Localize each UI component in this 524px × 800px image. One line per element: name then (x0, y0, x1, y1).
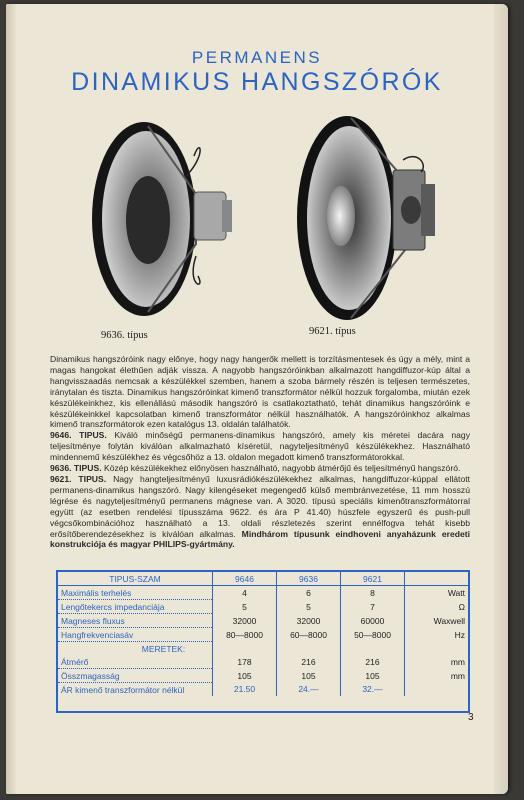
cell-value: 216 (277, 655, 341, 669)
figure-caption-9636: 9636. típus (101, 330, 148, 341)
price-label: ÁR kimenő transzformátor nélkül (61, 684, 185, 695)
cell-unit: Hz (405, 628, 469, 642)
type-9621-paragraph (50, 474, 470, 550)
table-row (58, 614, 468, 628)
header-type-number: TIPUS-SZAM (58, 572, 213, 586)
cell-value: 178 (213, 655, 277, 669)
empty-cell (277, 642, 341, 656)
cell-value: 80—8000 (213, 628, 277, 642)
header-9636: 9636 (277, 572, 341, 586)
section-row (58, 642, 468, 656)
table-row (58, 655, 468, 669)
section-label-dimensions: MERETEK: (141, 643, 186, 654)
type-9621-heading: 9621. TIPUS. (50, 473, 107, 484)
header-9646: 9646 (213, 572, 277, 586)
row-label: Hangfrekvenciasáv (58, 628, 213, 642)
cell-value: 105 (341, 669, 405, 683)
cell-value: 50—8000 (341, 628, 405, 642)
description-text (50, 354, 470, 550)
cell-unit: mm (405, 655, 469, 669)
speaker-9621-photo (293, 110, 453, 325)
row-label: Magneses fluxus (58, 614, 213, 628)
cell-value: 6 (277, 586, 341, 600)
header-unit (405, 572, 469, 586)
type-9646-paragraph (50, 430, 470, 463)
page-edge (494, 4, 508, 794)
price-9621: 32.— (341, 683, 405, 697)
table-row (58, 600, 468, 614)
speaker-9636-photo (86, 116, 256, 321)
specification-table (56, 570, 470, 713)
cell-value: 105 (277, 669, 341, 683)
table-header-row (58, 572, 468, 586)
price-9646: 21.50 (213, 683, 277, 697)
type-9636-heading: 9636. TIPUS. (50, 463, 102, 474)
cell-value: 32000 (277, 614, 341, 628)
cell-value: 32000 (213, 614, 277, 628)
table-row (58, 586, 468, 600)
cell-unit: Watt (405, 586, 469, 600)
table-row (58, 628, 468, 642)
type-9636-paragraph (50, 463, 470, 474)
intro-paragraph: Dinamikus hangszóróink nagy előnye, hogy nagy hangerők mellett is torzításmentesek és úgy a mély, mint a magas hangokat élethűen adják vissza. A nagyobb hangszóróinkban alkalmazott hangdiffuzor-kúp által a hangvisszaadás nemcsak a készülékkel szemben, hanem a szoba bármely részén is teljesen természetes, iránytalan és tiszta. Dinamikus hangszóróinkat kimenő transzformátor nélkül hozzuk forgalomba, miután ezek készülékeinkhez, kis ellenállású második hangszóró is csatlakoztatható, tehát dinamikus hangszóróink e készülékeinkkel kapcsolatban kimenő transzformátor nélkül használhatók. A hangszóróinkhoz alkalmas kimenő transzformátorok ezen katalógus 13. oldalán találhatók. (50, 354, 470, 430)
cell-value: 7 (341, 600, 405, 614)
row-label: Összmagasság (58, 669, 213, 683)
type-9646-heading: 9646. TIPUS. (50, 430, 107, 441)
row-label: Átmérő (58, 655, 213, 669)
cell-unit: Ω (405, 600, 469, 614)
page-number: 3 (468, 712, 474, 723)
empty-cell (341, 642, 405, 656)
row-label: Maximális terhelés (58, 586, 213, 600)
cell-value: 216 (341, 655, 405, 669)
cell-value: 105 (213, 669, 277, 683)
figure-caption-9621: 9621. típus (309, 326, 356, 337)
cell-value: 4 (213, 586, 277, 600)
empty-cell (405, 642, 469, 656)
closing-statement: Mindhárom típusunk eindhoveni anyaházunk eredeti konstrukciója és magyar PHILIPS-gyártmány. (50, 528, 471, 550)
cell-value: 5 (277, 600, 341, 614)
cell-value: 5 (213, 600, 277, 614)
type-9646-text: Kiváló minőségű permanens-dinamikus hangszóró, amely kis méretei dacára nagy teljesítménye folytán kiválóan alkalmazható kíséretül, nagyteljesítményű készülékekhez. Használható mindennemű készülékhez és végcsőhöz a 13. oldalon megadott kimenő transzformátorokkal. (50, 430, 470, 463)
page-binding (6, 4, 16, 794)
table-row (58, 669, 468, 683)
cell-value: 60—8000 (277, 628, 341, 642)
type-9636-text: Közép készülékekhez előnyösen használható, nagyobb átmérőjű és teljesítményű hangszóró. (101, 463, 461, 474)
cell-unit: Waxwell (405, 614, 469, 628)
page-title: DINAMIKUS HANGSZÓRÓK (71, 68, 443, 96)
cell-unit: mm (405, 669, 469, 683)
page-supertitle: PERMANENS (191, 48, 323, 67)
price-unit (405, 683, 469, 697)
row-label: Lengőtekercs impedanciája (58, 600, 213, 614)
cell-value: 60000 (341, 614, 405, 628)
cell-value: 8 (341, 586, 405, 600)
empty-cell (213, 642, 277, 656)
catalog-page (6, 4, 508, 794)
price-9636: 24.— (277, 683, 341, 697)
price-row (58, 683, 468, 697)
header-9621: 9621 (341, 572, 405, 586)
type-9621-text: Nagy hangteljesítményű luxusrádiókészülékekhez alkalmas, hangdiffuzor-kúppal ellátott permanens-dinamikus hangszóró. Nagy kilengéseket megengedő külső membránvezetése, 11 mm hosszú légrése és nagyteljesítményű permanens mágnese van. A 3020. típusú speciális kimenőtranszformátorral együtt (az esetben rendelési típusszáma 9622. és ára P 41.40) húszfele egyszerű és push-pull végcsőkombinációhoz használható a 13. oldali részletezés szerint ennélfogva tehát kisebb erősítőberendezésekhez is kiválóan alkalmas. (50, 473, 471, 539)
